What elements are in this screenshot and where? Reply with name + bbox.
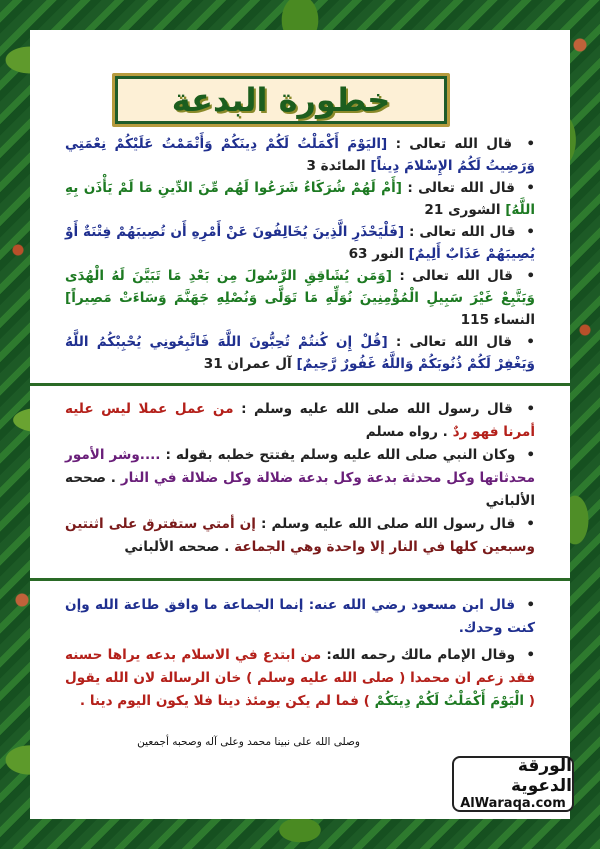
section-divider	[30, 578, 570, 581]
verse-intro: قال الله تعالى :	[395, 334, 513, 350]
hadith-item	[65, 444, 535, 513]
saying-text: إنما الجماعة ما وافق طاعة الله وإن كنت وحدك.	[65, 597, 535, 636]
hadith-item	[65, 398, 535, 444]
verse-intro: قال الله تعالى :	[399, 268, 513, 284]
title-banner	[112, 73, 450, 127]
verse-item	[65, 133, 535, 177]
verse-reference: آل عمران 31	[203, 356, 292, 372]
verse-intro: قال الله تعالى :	[407, 180, 515, 196]
saying-text: ) فما لم يكن يومئذ دينا فلا يكون اليوم دينا .	[79, 693, 370, 709]
hadith-intro: قال رسول الله صلى الله عليه وسلم :	[241, 401, 513, 417]
verse-reference: المائدة 3	[306, 158, 366, 174]
verse-quote: [أَمْ لَهُمْ شُرَكَاءُ شَرَعُوا لَهُم مِّنَ الدِّينِ مَا لَمْ يَأْذَن بِهِ اللَّهُ]	[65, 180, 535, 218]
saying-text: من ابتدع في الاسلام بدعه يراها حسنه فقد زعم ان محمدا ( صلى الله عليه وسلم ) خان الرسالة لان الله يقول (	[65, 647, 535, 709]
saying-quote: الْيَوْمَ أَكْمَلْتُ لَكُمْ دِينَكُمْ	[374, 693, 525, 709]
sayings-section	[65, 594, 535, 713]
verse-reference: النساء 115	[460, 312, 535, 328]
verse-quote: [وَمَن يُشَاقِقِ الرَّسُولَ مِن بَعْدِ مَا تَبَيَّنَ لَهُ الْهُدَى وَيَتَّبِعْ غَيْرَ سَبِيلِ الْمُؤْمِنِينَ نُوَلِّهِ مَا تَوَلَّى وَنُصْلِهِ جَهَنَّمَ وَسَاءَتْ مَصِيراً]	[65, 268, 535, 306]
hadith-text: ....وشر الأمور محدثاتها وكل محدثة بدعة وكل بدعة ضلالة وكل ضلالة في النار	[65, 447, 535, 486]
hadith-section	[65, 398, 535, 559]
verse-item	[65, 331, 535, 375]
hadith-text: إن أمتي ستفترق على اثنتين وسبعين كلها في النار إلا واحدة وهي الجماعة	[65, 516, 535, 555]
saying-intro: وقال الإمام مالك رحمه الله:	[326, 647, 516, 663]
closing-prayer: وصلى الله على نبينا محمد وعلى آله وصحبه أجمعين	[137, 736, 360, 748]
hadith-text: من عمل عملا ليس عليه أمرنا فهو ردٌ	[65, 401, 535, 440]
verse-item	[65, 177, 535, 221]
logo-website-text: AlWaraqa.com	[460, 796, 566, 811]
logo-arabic-text: الورقة الدعوية	[511, 756, 572, 796]
quran-section	[65, 133, 535, 375]
verse-quote: [قُلْ إِن كُنتُمْ تُحِبُّونَ اللَّهَ فَاتَّبِعُونِي يُحْبِبْكُمُ اللَّهُ وَيَغْفِرْ لَكُمْ ذُنُوبَكُمْ وَاللَّهُ غَفُورٌ رَّحِيمٌ]	[65, 334, 535, 372]
site-logo	[452, 756, 574, 812]
verse-quote: [فَلْيَحْذَرِ الَّذِينَ يُخَالِفُونَ عَنْ أَمْرِهِ أَن تُصِيبَهُمْ فِتْنَةٌ أَوْ يُصِيبَهُمْ عَذَابٌ أَلِيمٌ]	[65, 224, 535, 262]
verse-intro: قال الله تعالى :	[395, 136, 513, 152]
hadith-intro: وكان النبي صلى الله عليه وسلم يفتتح خطبه بقوله :	[165, 447, 516, 463]
saying-item	[65, 594, 535, 640]
hadith-reference: . صححه الألباني	[124, 539, 230, 555]
hadith-reference: . صححه الألباني	[65, 470, 535, 509]
verse-quote: [اليَوْمَ أَكْمَلْتُ لَكُمْ دِينَكُمْ وَأَتْمَمْتُ عَلَيْكُمْ نِعْمَتِي وَرَضِيتُ لَكُمُ الإِسْلامَ دِيناً]	[65, 136, 535, 174]
hadith-intro: قال رسول الله صلى الله عليه وسلم :	[260, 516, 516, 532]
verse-reference: النور 63	[348, 246, 404, 262]
verse-item	[65, 265, 535, 331]
verse-item	[65, 221, 535, 265]
verse-intro: قال الله تعالى :	[409, 224, 516, 240]
hadith-item	[65, 513, 535, 559]
verse-reference: الشورى 21	[424, 202, 501, 218]
hadith-reference: . رواه مسلم	[365, 424, 448, 440]
section-divider	[30, 383, 570, 386]
saying-intro: قال ابن مسعود رضي الله عنه:	[308, 597, 516, 613]
page-title: خطورة البدعة	[171, 81, 391, 119]
saying-item	[65, 644, 535, 713]
